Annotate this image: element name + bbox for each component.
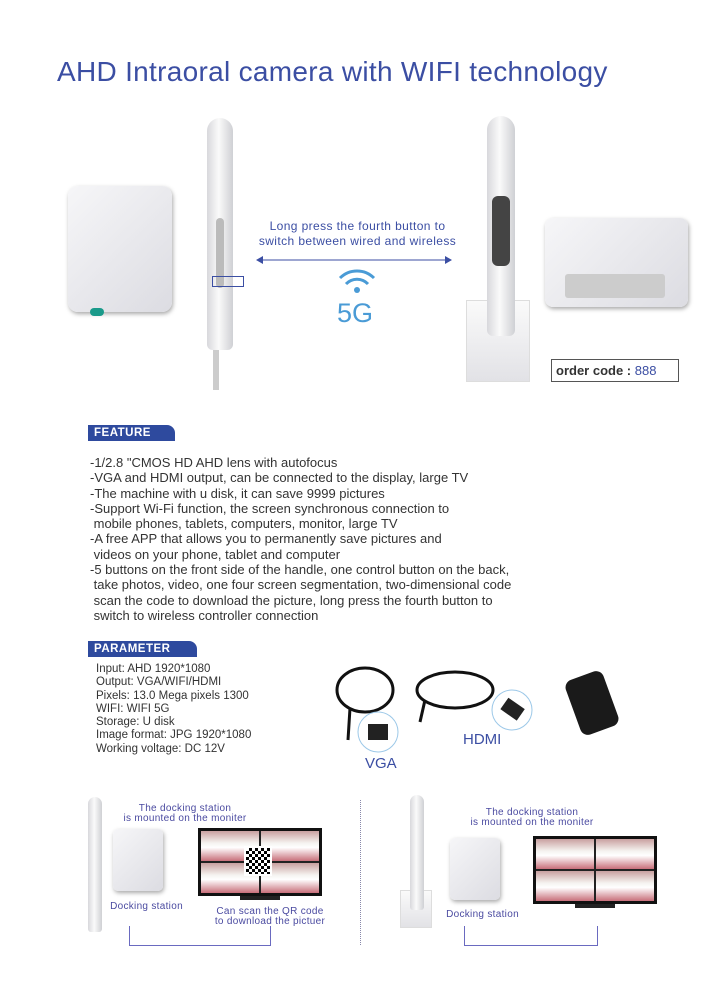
parameter-list <box>96 663 251 756</box>
monitor-stand <box>240 896 280 900</box>
dock-label-right: Docking station <box>446 909 519 920</box>
parameter-line: Image format: JPG 1920*1080 <box>96 729 252 742</box>
camera-handle-image <box>88 797 102 932</box>
parameter-line: Storage: U disk <box>96 716 175 729</box>
qr-note-line: Can scan the QR code <box>216 906 324 917</box>
power-adapter-icon <box>563 669 620 737</box>
wifi-5g-label: 5G <box>337 298 374 328</box>
hdmi-label: HDMI <box>463 731 502 748</box>
parameter-line: Input: AHD 1920*1080 <box>96 663 211 675</box>
feature-list <box>90 455 511 623</box>
switch-note <box>250 219 465 249</box>
docking-station-back-image <box>545 218 688 307</box>
order-code-value: 888 <box>634 363 657 378</box>
camera-on-stand-image <box>487 116 515 336</box>
docking-station-image <box>68 186 172 312</box>
connection-bracket <box>464 926 598 946</box>
feature-line: -Support Wi-Fi function, the screen synchronous connection to <box>90 500 450 516</box>
feature-line: take photos, video, one four screen segmentation, two-dimensional code <box>90 577 512 593</box>
parameter-line: Working voltage: DC 12V <box>96 742 225 755</box>
docking-station-image <box>113 829 163 891</box>
docking-station-image <box>450 838 500 900</box>
monitor-stand <box>575 904 615 908</box>
feature-line: -A free APP that allows you to permanently save pictures and <box>90 531 442 547</box>
qr-note <box>205 907 335 927</box>
parameter-line: WIFI: WIFI 5G <box>96 702 170 715</box>
qr-note-line: to download the pictuer <box>214 916 326 927</box>
parameter-line: Pixels: 13.0 Mega pixels 1300 <box>96 689 249 702</box>
feature-line: -The machine with u disk, it can save 9999 pictures <box>90 485 385 501</box>
monitor-image <box>533 836 657 904</box>
page-title: AHD Intraoral camera with WIFI technology <box>57 56 608 87</box>
vga-cable-icon <box>337 668 393 712</box>
camera-on-stand-image <box>410 795 424 910</box>
mount-note-line: is mounted on the moniter <box>470 817 594 828</box>
section-divider <box>360 800 361 945</box>
feature-heading: FEATURE <box>88 425 175 441</box>
order-code-box <box>551 359 679 382</box>
mount-note-left <box>115 804 255 824</box>
qr-code-icon <box>244 846 272 876</box>
feature-line: -VGA and HDMI output, can be connected to the display, large TV <box>90 470 469 486</box>
camera-handle-image <box>207 118 233 350</box>
feature-line: switch to wireless controller connection <box>90 607 319 623</box>
wifi-icon <box>337 268 377 294</box>
mount-note-right <box>462 808 602 828</box>
handle-button-highlight <box>212 276 244 287</box>
feature-line: scan the code to download the picture, long press the fourth button to <box>90 592 493 608</box>
order-code-label: order code : <box>556 363 632 378</box>
parameter-line: Output: VGA/WIFI/HDMI <box>96 676 222 689</box>
switch-note-line: switch between wired and wireless <box>258 234 457 248</box>
feature-line: mobile phones, tablets, computers, monitor, large TV <box>90 516 398 532</box>
handle-cable <box>213 350 219 390</box>
connection-bracket <box>129 926 271 946</box>
parameter-heading: PARAMETER <box>88 641 197 657</box>
switch-note-line: Long press the fourth button to <box>269 219 446 233</box>
double-arrow-icon <box>256 254 452 266</box>
vga-label: VGA <box>365 755 397 772</box>
feature-line: videos on your phone, tablet and computer <box>90 546 341 562</box>
mount-note-line: The docking station <box>138 803 232 814</box>
mount-note-line: The docking station <box>485 807 579 818</box>
feature-line: -1/2.8 "CMOS HD AHD lens with autofocus <box>90 455 338 470</box>
mount-note-line: is mounted on the moniter <box>123 813 247 824</box>
dock-label-left: Docking station <box>110 901 183 912</box>
feature-line: -5 buttons on the front side of the handle, one control button on the back, <box>90 562 510 578</box>
hdmi-cable-icon <box>417 672 493 708</box>
